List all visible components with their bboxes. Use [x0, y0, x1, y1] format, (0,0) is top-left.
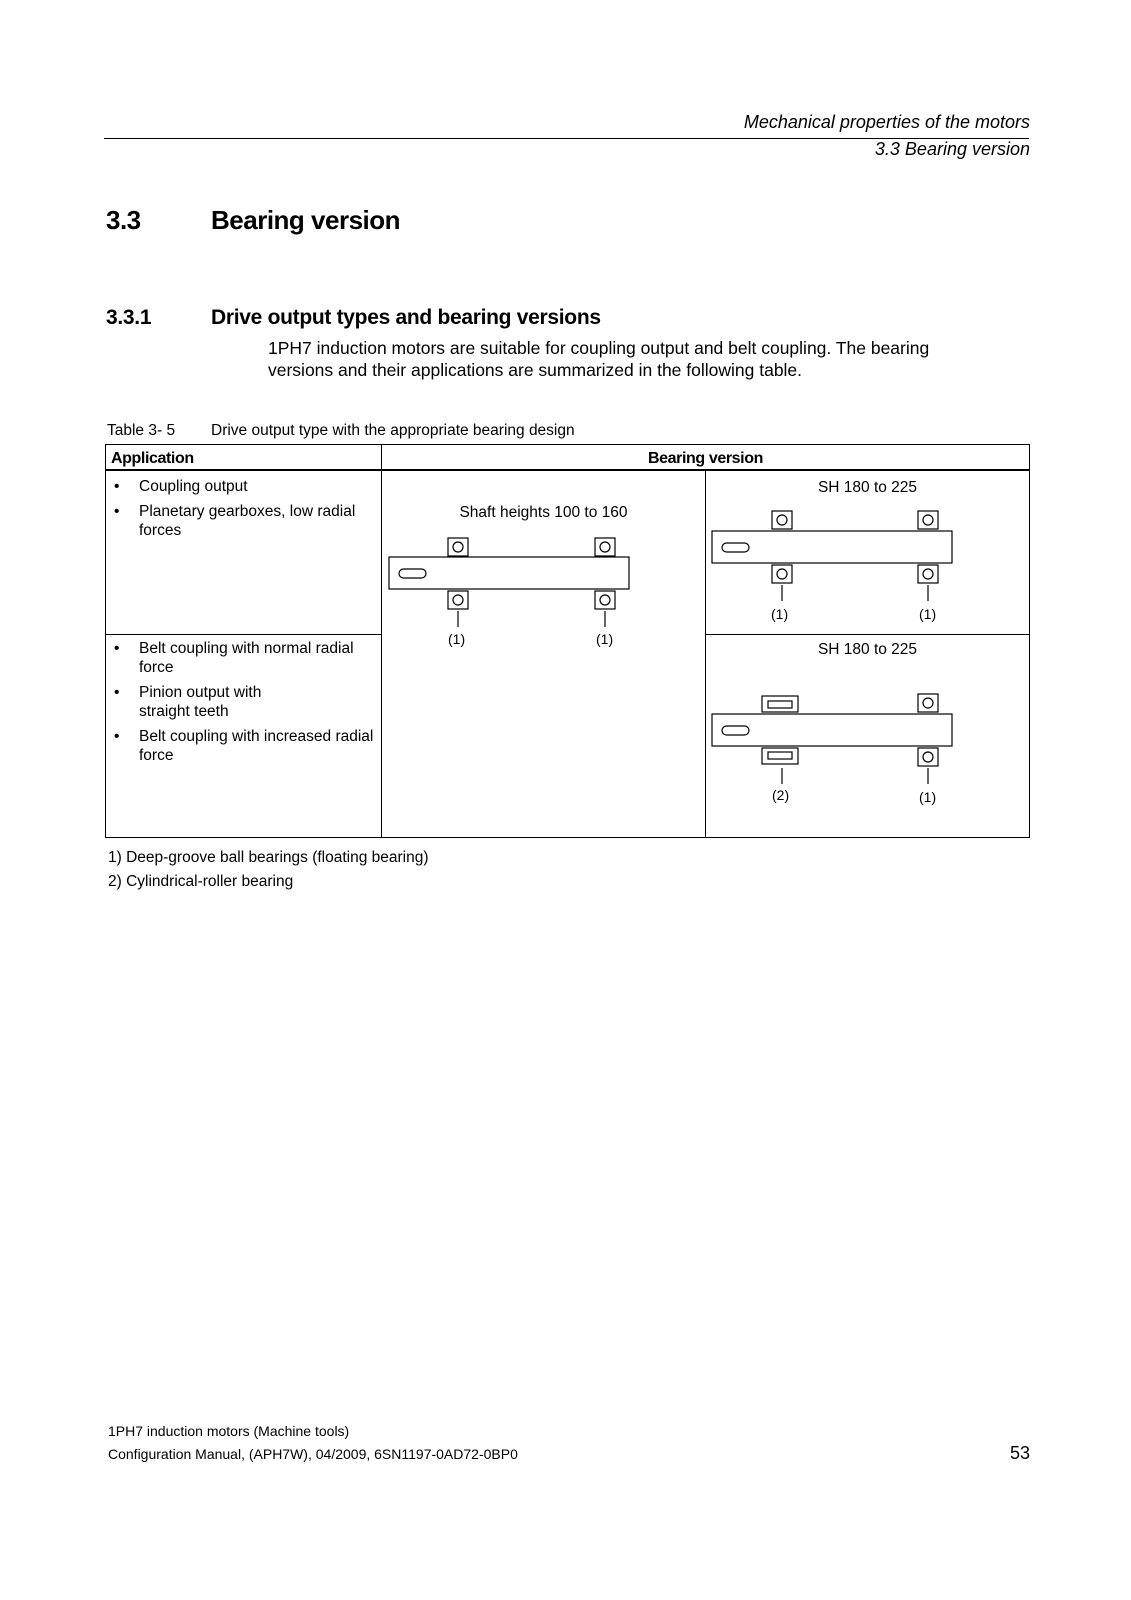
table-row-divider-left: [105, 634, 382, 635]
footnote-1: 1) Deep-groove ball bearings (floating bearing): [108, 849, 429, 866]
diagram-small-label-left: (1): [448, 631, 466, 647]
header-bearing-version: Bearing version: [648, 450, 763, 467]
bearing-top-left-icon: [772, 511, 792, 529]
table-caption-number: Table 3- 5: [107, 422, 176, 439]
diagram-small-title: Shaft heights 100 to 160: [459, 504, 628, 521]
diagram-large-bottom-label-left: (2): [772, 787, 790, 803]
table-top-border: [105, 444, 1030, 445]
page-number: 53: [1009, 1443, 1030, 1463]
subsection-title: Drive output types and bearing versions: [211, 306, 601, 329]
section-number: 3.3: [106, 205, 141, 235]
bearing-bottom-right-icon: [918, 565, 938, 583]
keyway-icon: [722, 726, 749, 735]
intro-line-1: 1PH7 induction motors are suitable for coupling output and belt coupling. The bearing: [268, 338, 930, 358]
bearing-top-right-icon: [918, 694, 938, 712]
running-header-section: 3.3 Bearing version: [874, 139, 1030, 159]
diagram-large-top-label-left: (1): [771, 606, 789, 622]
bearing-bottom-right-icon: [918, 748, 938, 766]
diagram-small-shaft: [382, 528, 705, 653]
table-bottom-border: [105, 837, 1030, 838]
footer-product: 1PH7 induction motors (Machine tools): [108, 1423, 350, 1439]
running-header-chapter: Mechanical properties of the motors: [743, 112, 1030, 132]
keyway-icon: [722, 543, 749, 552]
intro-line-2: versions and their applications are summarized in the following table.: [268, 360, 803, 380]
diagram-large-top-title: SH 180 to 225: [817, 479, 918, 496]
bearing-bottom-right-icon: [595, 591, 615, 609]
footnote-2: 2) Cylindrical-roller bearing: [108, 873, 294, 890]
row1-application-list: [106, 477, 380, 546]
shaft-body: [712, 714, 952, 746]
diagram-large-bottom-title: SH 180 to 225: [817, 641, 918, 658]
list-item: • Belt coupling with normal radial force: [106, 639, 380, 677]
list-item: • Pinion output with straight teeth: [106, 683, 380, 721]
diagram-large-top-shaft: [706, 505, 1029, 605]
diagram-large-top-label-right: (1): [919, 606, 937, 622]
table-header-rule: [105, 469, 1030, 471]
keyway-icon: [399, 569, 426, 578]
diagram-large-bottom-shaft: [706, 688, 1029, 788]
shaft-body: [389, 557, 629, 589]
bearing-top-right-icon: [918, 511, 938, 529]
footer-manual-info: Configuration Manual, (APH7W), 04/2009, 6SN1197-0AD72-0BP0: [108, 1446, 518, 1462]
table-row-divider-right: [705, 634, 1030, 635]
row2-application-list: [106, 639, 380, 771]
bearing-bottom-left-icon: [448, 591, 468, 609]
list-item: • Coupling output: [106, 477, 380, 496]
diagram-large-bottom-label-right: (1): [919, 789, 937, 805]
shaft-body: [712, 531, 952, 563]
subsection-number: 3.3.1: [106, 306, 152, 329]
bearing-top-left-icon: [448, 538, 468, 556]
list-item: • Planetary gearboxes, low radial forces: [106, 502, 380, 540]
header-application: Application: [111, 450, 194, 467]
bearing-bottom-left-icon: [772, 565, 792, 583]
table-caption-title: Drive output type with the appropriate bearing design: [211, 422, 575, 439]
diagram-small-label-right: (1): [596, 631, 614, 647]
table-right-border: [1029, 444, 1030, 838]
bearing-top-right-icon: [595, 538, 615, 556]
section-title: Bearing version: [211, 205, 401, 235]
list-item: • Belt coupling with increased radial force: [106, 727, 380, 765]
